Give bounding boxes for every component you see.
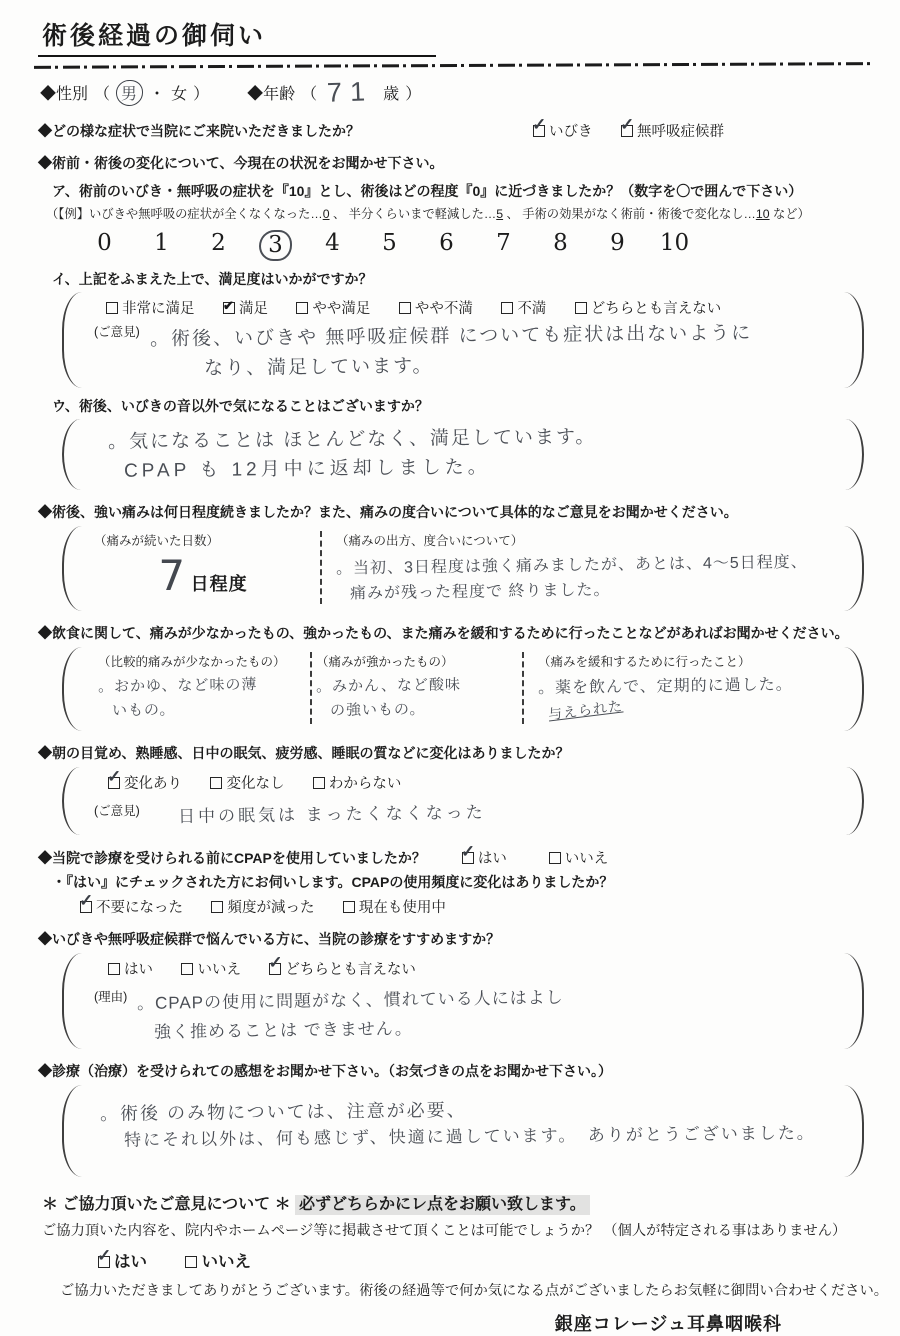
change-example: （【例】いびきや無呼吸の症状が全くなくなった…0 、 半分くらいまで軽減した…5 、 手術の効果がなく術前・術後で変化なし…10 など）	[46, 207, 810, 221]
handwritten-sleep-comment: 日中の眠気は まったくなくなった	[177, 802, 486, 827]
handwritten-days-value: 7	[158, 550, 187, 600]
option-still-using: 現在も使用中	[343, 900, 446, 916]
handwritten-food-less-1: 。おかゆ、など味の薄	[97, 676, 258, 696]
food-column-less-pain	[94, 652, 312, 724]
option-apnea: ✓ 無呼吸症候群	[621, 124, 724, 140]
option-recommend-no: いいえ	[181, 962, 241, 978]
pain-detail-label: （痛みの出方、度合いについて）	[336, 533, 524, 548]
option-snoring: ✓ いびき	[533, 124, 593, 140]
symptom-options	[533, 120, 724, 141]
handwritten-satisfaction-comment-1: 。術後、いびきや 無呼吸症候群 についても症状は出ないように	[149, 322, 753, 351]
sleep-heading: ◆朝の目覚め、熟睡感、日中の眠気、疲労感、睡眠の質などに変化はありましたか？	[38, 744, 570, 761]
scale-number-0: 0	[97, 230, 112, 256]
thanks-note: ご協力いただきましてありがとうございます。術後の経過等で何か気になる点がございましたらお気軽に御問い合わせください。	[60, 1282, 889, 1299]
option-satisfied: ✔ 満足	[223, 301, 268, 317]
pain-heading: ◆術後、強い痛みは何日程度続きましたか？また、痛みの度合いについて具体的なご意見をお聞かせください。	[38, 503, 738, 520]
scale-number-1: 1	[154, 230, 169, 256]
handwritten-food-less-2: いもの。	[111, 701, 176, 720]
option-unknown: わからない	[313, 776, 402, 792]
scale-number-8: 8	[553, 230, 568, 256]
handwritten-reason-1: 。CPAPの使用に問題がなく、慣れている人にはよし	[137, 988, 565, 1014]
dash-dot-divider	[34, 62, 872, 69]
recommend-options	[108, 958, 832, 979]
handwritten-satisfaction-comment-2: なり、満足しています。	[203, 356, 434, 380]
checkbox-somewhat-dissatisfied	[399, 302, 411, 314]
profile-row	[40, 77, 874, 108]
pain-days-column	[94, 531, 322, 604]
impression-heading: ◆診療（治療）を受けられての感想をお聞かせ下さい。（お気づきの点をお聞かせ下さい。）	[38, 1062, 612, 1079]
handwritten-impression-1: 。術後 のみ物については、注意が必要、	[99, 1099, 467, 1124]
option-somewhat-dissatisfied: やや不満	[399, 301, 473, 317]
handwritten-food-more-2: の強いもの。	[329, 700, 426, 720]
checkbox-still-using	[343, 901, 355, 913]
handwritten-food-more-1: 。みかん、など酸味	[315, 676, 462, 696]
checkbox-cpap-no	[549, 852, 561, 864]
scale-number-10: 10	[659, 230, 690, 256]
rating-scale	[76, 230, 716, 261]
recommend-heading: ◆いびきや無呼吸症候群で悩んでいる方に、当院の診療をすすめますか？	[38, 931, 501, 948]
handwritten-note-given: 与えられた	[547, 697, 624, 723]
scale-number-6: 6	[439, 230, 454, 256]
symptom-row	[38, 120, 874, 141]
sleep-comment-label: (ご意見)	[94, 803, 140, 818]
handwritten-reason-2: 強く推めることは できません。	[153, 1019, 413, 1043]
checkbox-no-longer-needed	[80, 901, 92, 913]
food-heading: ◆飲食に関して、痛みが少なかったもの、強かったもの、また痛みを緩和するために行ったことなどがあればお聞かせください。	[38, 624, 849, 641]
scale-number-2: 2	[211, 230, 226, 256]
answer-box-pain	[62, 526, 864, 611]
consent-intro: ＊ ご協力頂いたご意見について ＊ 必ずどちらかにレ点をお願い致します。	[42, 1191, 874, 1214]
scale-number-4: 4	[325, 230, 340, 256]
pain-detail-column	[322, 531, 832, 604]
answer-box-sleep	[62, 767, 864, 835]
checkbox-unknown	[313, 777, 325, 789]
option-frequency-reduced: 頻度が減った	[211, 900, 314, 916]
handwritten-concerns-2: CPAP も 12月中に返却しました。	[123, 457, 491, 483]
pain-days-label: （痛みが続いた日数）	[94, 533, 220, 548]
gender-label: ◆性別	[40, 86, 89, 103]
checkbox-no-change	[210, 777, 222, 789]
handwritten-food-relief-1: 。薬を飲んで、定期的に過した。	[537, 676, 793, 697]
age-label: ◆年齢	[247, 86, 296, 103]
cpap-frequency-options	[80, 896, 874, 917]
option-no-longer-needed: ✓不要になった	[80, 900, 183, 916]
option-changed: ✓変化あり	[108, 776, 182, 792]
consent-options	[98, 1248, 874, 1272]
pain-days-unit: 日程度	[190, 573, 248, 594]
checkbox-recommend-yes	[108, 963, 120, 975]
option-no-change: 変化なし	[210, 776, 284, 792]
page-title: 術後経過の御伺い	[38, 14, 436, 57]
other-concerns-question: ウ、術後、いびきの音以外で気になることはございますか？	[52, 397, 429, 414]
checkbox-cpap-yes	[462, 852, 474, 864]
answer-box-food	[62, 647, 864, 731]
change-heading: ◆術前・術後の変化について、今現在の状況をお聞かせ下さい。	[38, 155, 444, 171]
scale-number-3-circled	[247, 230, 304, 261]
answer-box-recommend	[62, 953, 864, 1048]
option-somewhat-satisfied: やや満足	[296, 301, 370, 317]
food-column-relief	[524, 652, 832, 724]
age-value-handwritten: 71	[326, 76, 374, 108]
handwritten-concerns-1: 。気になることは ほとんどなく、満足しています。	[107, 426, 597, 453]
checkbox-recommend-no	[181, 963, 193, 975]
age-paren-close: ）	[405, 86, 422, 103]
cpap-followup: ・『はい』にチェックされた方にお伺いします。CPAPの使用頻度に変化はありましたか？	[52, 874, 614, 891]
option-consent-no: いいえ	[185, 1253, 251, 1271]
age-paren-open: （	[301, 86, 318, 103]
checkbox-snoring	[533, 125, 545, 137]
answer-box-other-concerns	[62, 419, 864, 490]
clinic-name: 銀座コレージュ耳鼻咽喉科	[554, 1313, 782, 1334]
answer-box-impression	[62, 1085, 864, 1177]
gender-male-circled: 男	[116, 80, 143, 106]
consent-question: ご協力頂いた内容を、院内やホームページ等に掲載させて頂くことは可能でしょうか？ （個人が特定される事はありません）	[42, 1222, 847, 1239]
checkbox-satisfied	[223, 302, 235, 314]
handwritten-pain-detail-1: 。当初、3日程度は強く痛みましたが、あとは、4～5日程度、	[335, 553, 808, 578]
checkbox-apnea	[621, 125, 633, 137]
handwritten-circle: 3	[259, 230, 292, 261]
change-question-a: ア、術前のいびき・無呼吸の症状を『10』とし、術後はどの程度『0』に近づきましたか？（数字を〇で囲んで下さい）	[52, 183, 803, 199]
cpap-question: ◆当院で診療を受けられる前にCPAPを使用していましたか？	[38, 850, 426, 867]
satisfaction-options	[106, 297, 832, 318]
food-more-pain-label: （痛みが強かったもの）	[316, 654, 454, 669]
food-relief-label: （痛みを緩和するために行ったこと）	[538, 654, 751, 669]
checkbox-somewhat-satisfied	[296, 302, 308, 314]
scale-number-7: 7	[496, 230, 511, 256]
option-neither: どちらとも言えない	[575, 301, 722, 317]
checkbox-neither-satisfaction	[575, 302, 587, 314]
food-column-more-pain	[312, 652, 524, 724]
gender-female: 女	[171, 86, 188, 103]
option-consent-yes: ✓はい	[98, 1253, 147, 1271]
gender-dot: ・	[149, 86, 166, 103]
checkbox-dissatisfied	[501, 302, 513, 314]
cpap-row	[38, 847, 874, 868]
sleep-options	[108, 772, 832, 793]
comment-label: (ご意見)	[94, 325, 140, 339]
checkbox-very-satisfied	[106, 302, 118, 314]
option-recommend-yes: はい	[108, 962, 153, 978]
option-cpap-yes: ✓ はい	[462, 851, 507, 867]
option-very-satisfied: 非常に満足	[106, 301, 195, 317]
checkbox-changed	[108, 777, 120, 789]
option-cpap-no: いいえ	[549, 851, 609, 867]
checkbox-frequency-reduced	[211, 901, 223, 913]
answer-box-satisfaction	[62, 292, 864, 388]
option-recommend-neither: ✓ どちらとも言えない	[269, 962, 416, 978]
satisfaction-question: イ、上記をふまえた上で、満足度はいかがですか？	[52, 271, 373, 287]
scale-number-9: 9	[610, 230, 625, 256]
checkbox-consent-yes	[98, 1256, 110, 1268]
checkbox-consent-no	[185, 1256, 197, 1268]
gender-paren-open: （	[94, 86, 111, 103]
symptom-question: ◆どの様な症状で当院にご来院いただきましたか？	[38, 123, 360, 139]
scale-number-5: 5	[382, 230, 397, 256]
option-dissatisfied: 不満	[501, 301, 546, 317]
cpap-use-options	[462, 847, 632, 868]
consent-required-note: 必ずどちらかにレ点をお願い致します。	[295, 1195, 590, 1215]
checkbox-recommend-neither	[269, 963, 281, 975]
handwritten-pain-detail-2: 痛みが残った程度で 終りました。	[349, 582, 611, 603]
food-less-pain-label: （比較的痛みが少なかったもの）	[98, 654, 286, 669]
handwritten-impression-2: 特にそれ以外は、何も感じず、快適に過しています。 ありがとうございました。	[123, 1123, 816, 1151]
reason-label: (理由)	[94, 990, 128, 1005]
age-unit: 歳	[383, 86, 400, 103]
gender-paren-close: ）	[193, 86, 210, 103]
